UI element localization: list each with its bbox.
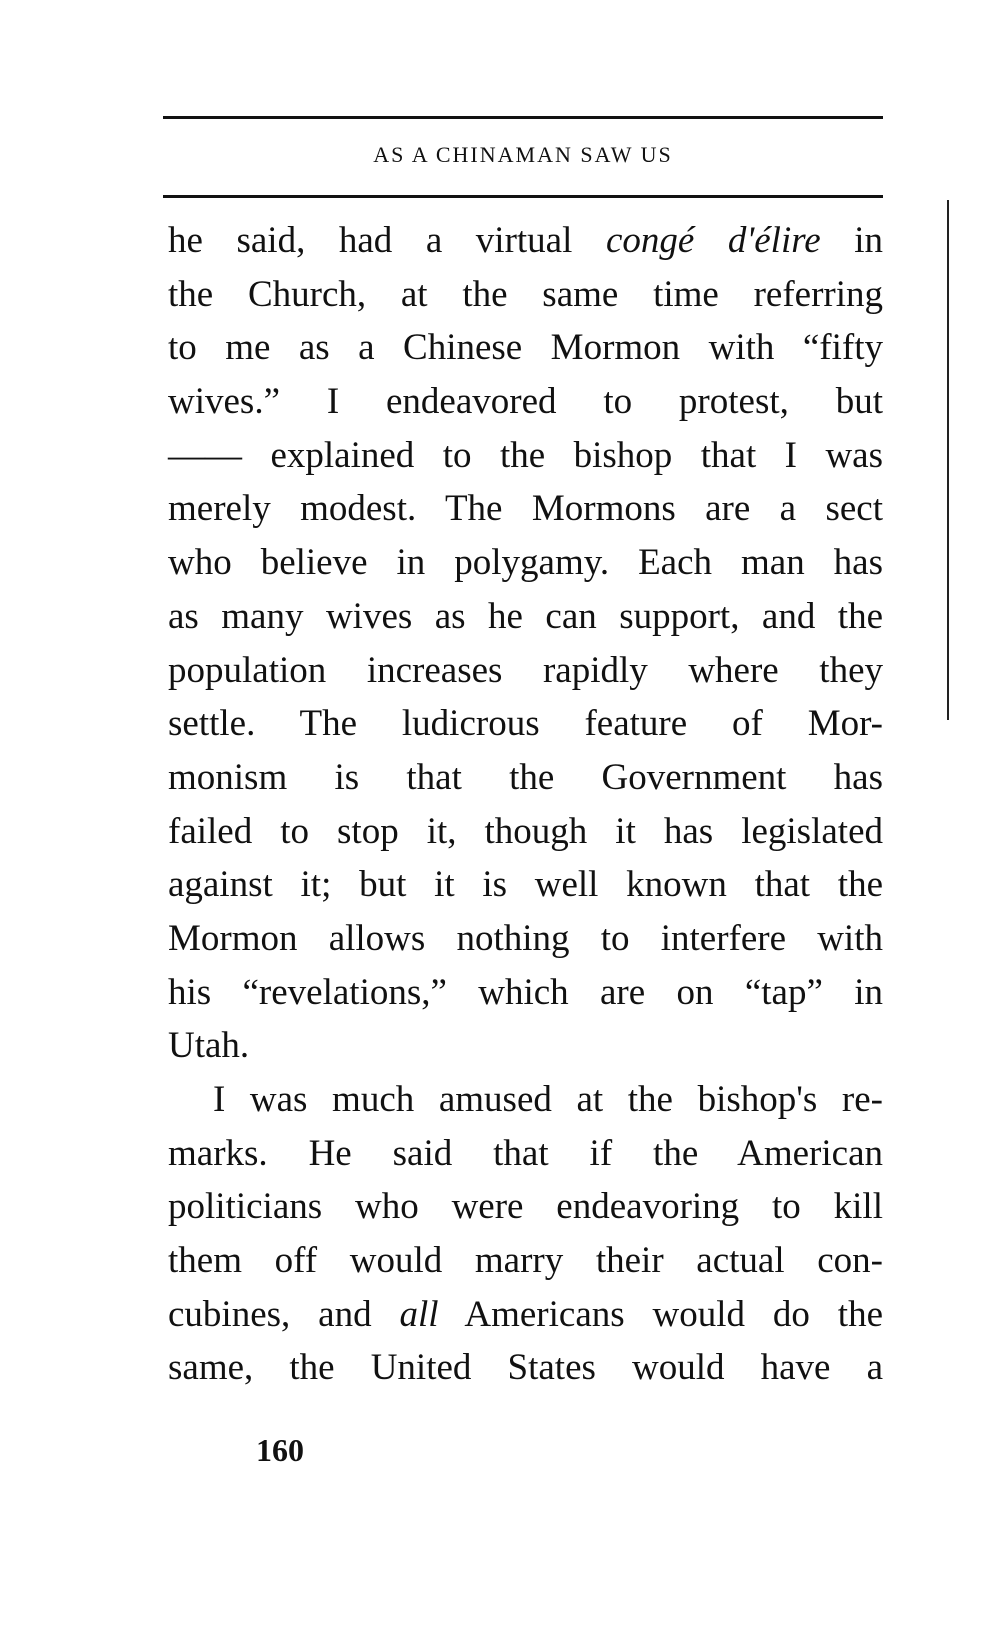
running-head: AS A CHINAMAN SAW US bbox=[373, 142, 673, 167]
text-line: —— explained to the bishop that I was bbox=[168, 434, 883, 476]
text-line: against it; but it is well known that the bbox=[168, 864, 883, 906]
margin-mark bbox=[947, 200, 949, 720]
text-line: monism is that the Government has bbox=[168, 756, 883, 798]
text-line: population increases rapidly where they bbox=[168, 649, 883, 691]
text-line: he said, had a virtual congé d'élire in bbox=[168, 220, 883, 261]
text-line: Mormon allows nothing to interfere with bbox=[168, 917, 883, 959]
header-rule-top bbox=[163, 116, 883, 119]
text-line: settle. The ludicrous feature of Mor- bbox=[168, 703, 883, 745]
text-line: I was much amused at the bishop's re- bbox=[213, 1079, 883, 1120]
text-line: marks. He said that if the American bbox=[168, 1132, 883, 1174]
text-line: failed to stop it, though it has legislated bbox=[168, 810, 883, 852]
body-text bbox=[168, 214, 883, 1395]
header-rule-bottom bbox=[163, 195, 883, 198]
text-line: as many wives as he can support, and the bbox=[168, 595, 883, 637]
text-line: Utah. bbox=[168, 1025, 250, 1067]
text-line: same, the United States would have a bbox=[168, 1347, 883, 1389]
text-line: his “revelations,” which are on “tap” in bbox=[168, 971, 883, 1013]
text-line: the Church, at the same time referring bbox=[168, 273, 883, 315]
page-number: 160 bbox=[256, 1432, 304, 1468]
text-line: politicians who were endeavoring to kill bbox=[168, 1186, 883, 1228]
text-line: cubines, and all Americans would do the bbox=[168, 1293, 883, 1335]
text-line: who believe in polygamy. Each man has bbox=[168, 542, 883, 584]
text-line: wives.” I endeavored to protest, but bbox=[168, 381, 883, 423]
text-line: to me as a Chinese Mormon with “fifty bbox=[168, 327, 883, 369]
text-line: merely modest. The Mormons are a sect bbox=[168, 488, 883, 530]
text-line: them off would marry their actual con- bbox=[168, 1240, 883, 1282]
